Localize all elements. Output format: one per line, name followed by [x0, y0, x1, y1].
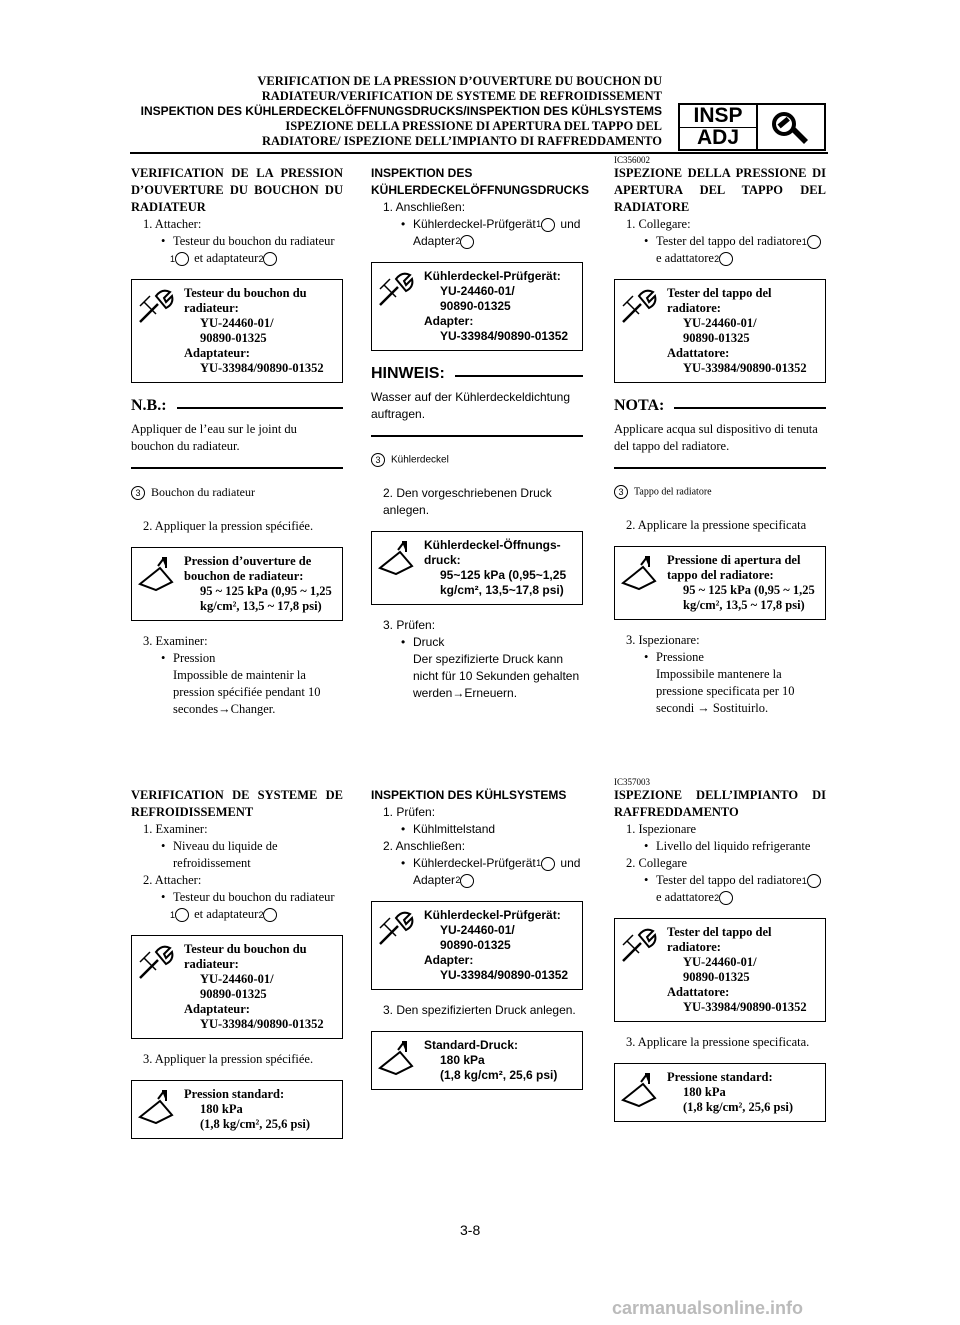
it-cooling-system-section: [614, 787, 826, 1134]
note-rule: [131, 467, 343, 469]
bullet: • Pressione: [614, 649, 826, 666]
spec-icon: [376, 538, 416, 578]
tool-text: Tester del tappo del: [667, 286, 772, 300]
callout-marker: 2: [719, 252, 733, 266]
spec-text: tappo del radiatore:: [667, 568, 774, 582]
fr-cooling-system-section: [131, 787, 343, 1151]
tool-text: Adapter:: [424, 953, 474, 967]
spec-box: [614, 1063, 826, 1122]
tool-text: 90890-01325: [683, 331, 750, 345]
page-number: 3-8: [460, 1222, 481, 1238]
section-title: ISPEZIONE DELLA PRESSIONE DI APERTURA DEL TAPPO DEL RADIATORE: [614, 166, 826, 214]
callout-marker: 1: [807, 235, 821, 249]
bullet: [614, 233, 826, 267]
spec-box: [371, 531, 583, 605]
bullet-text: Tester del tappo del radiatore: [656, 873, 802, 887]
callout-marker: 2: [460, 235, 474, 249]
bullet: • Druck: [371, 634, 583, 651]
callout-text: Bouchon du radiateur: [151, 485, 255, 499]
step: 3. Ispezionare:: [626, 633, 700, 647]
section-header: [100, 74, 662, 149]
step: 3. Examiner:: [143, 634, 208, 649]
callout-marker: 1: [807, 874, 821, 888]
callout-marker: 1: [175, 252, 189, 266]
spec-text: Kühlerdeckel-Öffnungs-: [424, 538, 561, 552]
spec-icon: [376, 1038, 416, 1078]
bullet-text: Adapter: [413, 234, 456, 248]
badge-adj: ADJ: [680, 127, 758, 149]
callout-marker: 1: [541, 218, 555, 232]
bullet-text: und: [560, 856, 581, 870]
note-body: Applicare acqua sul dispositivo di tenuta del tappo del radiatore.: [614, 422, 818, 453]
step: 2. Den vorgeschriebenen Druck anlegen.: [383, 486, 552, 517]
spec-text: 180 kPa: [200, 1102, 243, 1116]
spec-text: Pression d’ouverture de: [184, 554, 312, 569]
tool-text: Testeur du bouchon du: [184, 286, 307, 300]
note-heading: [131, 397, 343, 415]
note-label: HINWEIS:: [371, 365, 445, 382]
section-title: INSPEKTION DES KÜHLERDECKELÖFFNUNGSDRUCKS: [371, 166, 589, 197]
callout-text: Kühlerdeckel: [391, 454, 449, 466]
note-rule: [371, 435, 583, 437]
spec-icon: [619, 553, 659, 593]
spec-text: kg/cm², 13,5 ~ 17,8 psi): [683, 598, 805, 612]
spec-text: druck:: [424, 553, 461, 567]
step: 2. Anschließen:: [383, 839, 466, 853]
callout-text: Tappo del radiatore: [634, 486, 712, 498]
bullet: • Livello del liquido refrigerante: [614, 838, 826, 855]
tool-text: YU-24460-01/: [200, 316, 274, 330]
special-tool-box: [131, 279, 343, 383]
step: 3. Den spezifizierten Druck anlegen.: [383, 1003, 576, 1017]
special-tool-box: [614, 918, 826, 1022]
bullet-text: e adattatore: [656, 890, 714, 904]
tool-text: YU-24460-01/: [683, 955, 757, 969]
tool-text: YU-24460-01/: [200, 972, 274, 986]
bullet-text: Tester del tappo del radiatore: [656, 234, 802, 248]
step: 1. Anschließen:: [383, 200, 466, 214]
spec-icon: [619, 1070, 659, 1110]
spec-box: [131, 1080, 343, 1139]
callout-marker: 3: [614, 485, 628, 499]
bullet-text: Testeur du bouchon du radiateur: [173, 234, 335, 248]
tool-text: 90890-01325: [440, 299, 511, 313]
section-title: VERIFICATION DE SYSTEME DE REFROIDISSEMENT: [131, 788, 343, 819]
special-tool-box: [371, 901, 583, 990]
spec-text: bouchon de radiateur:: [184, 569, 304, 584]
step: 1. Prüfen:: [383, 805, 436, 819]
header-line: ISPEZIONE DELLA PRESSIONE DI APERTURA DEL TAPPO DEL: [285, 119, 662, 133]
bullet: • Pression: [131, 650, 343, 667]
section-title: INSPEKTION DES KÜHLSYSTEMS: [371, 788, 567, 802]
spec-text: Pressione di apertura del: [667, 553, 801, 567]
tool-icon: [376, 269, 416, 309]
tool-text: YU-33984/90890-01352: [200, 361, 324, 375]
callout-marker: 1: [175, 908, 189, 922]
spec-text: Pression standard:: [184, 1087, 285, 1101]
special-tool-box: [614, 279, 826, 383]
callout-marker: 1: [541, 857, 555, 871]
step: 1. Examiner:: [143, 822, 208, 836]
callout-legend: [131, 485, 343, 500]
bullet-text: Adapter: [413, 873, 456, 887]
step: 3. Applicare la pressione specificata.: [626, 1035, 810, 1049]
spec-text: (1,8 kg/cm², 25,6 psi): [440, 1068, 558, 1082]
sub-text: Der spezifizierte Druck kann nicht für 10 Sekunden gehalten werden→Erneuern.: [413, 652, 580, 700]
note-body: Appliquer de l’eau sur le joint du bouchon du radiateur.: [131, 422, 297, 453]
tool-text: radiatore:: [667, 301, 721, 315]
tool-text: Adaptateur:: [184, 1002, 250, 1016]
spec-text: 95 ~ 125 kPa (0,95 ~ 1,25: [200, 584, 332, 599]
section-code: IC357003: [614, 777, 650, 787]
tool-text: Kühlerdeckel-Prüfgerät:: [424, 908, 561, 922]
section-title: VERIFICATION DE LA PRESSION D’OUVERTURE DU BOUCHON DU RADIATEUR: [131, 166, 343, 214]
tool-text: radiateur:: [184, 301, 239, 315]
spec-box: [131, 547, 343, 621]
spec-box: [614, 546, 826, 620]
special-tool-box: [371, 262, 583, 351]
insp-adj-badge: [678, 103, 826, 151]
spec-icon: [136, 554, 176, 594]
step: 1. Attacher:: [143, 217, 202, 231]
step: 2. Applicare la pressione specificata: [626, 518, 807, 532]
note-heading: [371, 365, 583, 383]
note-rule: [614, 467, 826, 469]
it-radiator-cap-section: [614, 165, 826, 717]
callout-marker: 2: [719, 891, 733, 905]
step: 1. Collegare:: [626, 217, 691, 231]
step: 2. Attacher:: [143, 873, 202, 887]
watermark: carmanualsonline.info: [612, 1298, 804, 1318]
step: 1. Ispezionare: [626, 822, 697, 836]
step: 3. Appliquer la pression spécifiée.: [143, 1052, 314, 1066]
callout-marker: 2: [460, 874, 474, 888]
bullet-text: Kühlerdeckel-Prüfgerät: [413, 856, 536, 870]
header-line: RADIATEUR/VERIFICATION DE SYSTEME DE REFROIDISSEMENT: [261, 89, 662, 103]
tool-icon: [619, 925, 659, 965]
wrench-icon: [768, 110, 812, 146]
callout-legend: [371, 453, 583, 467]
tool-text: Adaptateur:: [184, 346, 250, 360]
spec-icon: [136, 1087, 176, 1127]
bullet-text: et adaptateur: [194, 907, 259, 921]
tool-text: YU-33984/90890-01352: [440, 329, 569, 343]
sub-text: Impossibile mantenere la pressione specificata per 10 secondi → Sostituirlo.: [656, 667, 795, 715]
de-cooling-system-section: [371, 787, 583, 1102]
sub-text: Impossible de maintenir la pression spécifiée pendant 10 secondes→Changer.: [173, 668, 321, 717]
note-label: N.B.:: [131, 397, 167, 414]
section-code: IC356002: [614, 155, 650, 165]
tool-text: YU-33984/90890-01352: [200, 1017, 324, 1031]
callout-marker: 3: [131, 486, 145, 500]
callout-marker: 2: [263, 252, 277, 266]
spec-box: [371, 1031, 583, 1090]
bullet-text: und: [560, 217, 581, 231]
tool-text: Tester del tappo del: [667, 925, 772, 939]
header-line: RADIATORE/ ISPEZIONE DELL’IMPIANTO DI RAFFREDDAMENTO: [261, 134, 662, 148]
de-radiator-cap-section: [371, 165, 589, 702]
header-line: VERIFICATION DE LA PRESSION D’OUVERTURE DU BOUCHON DU: [257, 74, 662, 88]
spec-text: Pressione standard:: [667, 1070, 773, 1084]
step: 2. Appliquer la pression spécifiée.: [143, 519, 314, 534]
callout-marker: 3: [371, 453, 385, 467]
tool-icon: [376, 908, 416, 948]
tool-text: YU-33984/90890-01352: [683, 1000, 807, 1014]
spec-text: kg/cm², 13,5 ~ 17,8 psi): [200, 599, 322, 614]
tool-icon: [136, 942, 176, 982]
bullet-text: Kühlerdeckel-Prüfgerät: [413, 217, 536, 231]
tool-text: YU-24460-01/: [683, 316, 757, 330]
fr-radiator-cap-section: [131, 165, 343, 718]
spec-text: 180 kPa: [683, 1085, 726, 1099]
tool-icon: [136, 286, 176, 326]
spec-text: 95~125 kPa (0,95~1,25: [440, 568, 567, 582]
bullet: [614, 872, 826, 906]
spec-text: 180 kPa: [440, 1053, 485, 1067]
tool-text: 90890-01325: [200, 331, 267, 345]
tool-text: YU-24460-01/: [440, 923, 515, 937]
bullet: • Niveau du liquide de refroidissement: [131, 838, 343, 872]
bullet: • Kühlmittelstand: [371, 821, 583, 838]
badge-insp: INSP: [680, 105, 758, 128]
bullet: [131, 889, 343, 923]
spec-text: (1,8 kg/cm², 25,6 psi): [683, 1100, 793, 1114]
tool-text: Adattatore:: [667, 346, 730, 360]
tool-icon: [619, 286, 659, 326]
tool-text: 90890-01325: [440, 938, 511, 952]
step: 3. Prüfen:: [383, 618, 436, 632]
special-tool-box: [131, 935, 343, 1039]
step: 2. Collegare: [626, 856, 688, 870]
spec-text: Standard-Druck:: [424, 1038, 519, 1052]
tool-text: Adattatore:: [667, 985, 730, 999]
tool-text: 90890-01325: [683, 970, 750, 984]
note-body: Wasser auf der Kühlerdeckeldichtung auftragen.: [371, 390, 570, 421]
tool-text: YU-33984/90890-01352: [683, 361, 807, 375]
callout-marker: 2: [263, 908, 277, 922]
bullet: [371, 855, 583, 889]
header-rule: [130, 152, 828, 154]
tool-text: YU-33984/90890-01352: [440, 968, 569, 982]
bullet-text: e adattatore: [656, 251, 714, 265]
bullet: [131, 233, 343, 267]
tool-text: radiatore:: [667, 940, 721, 954]
section-title: ISPEZIONE DELL’IMPIANTO DI RAFFREDDAMENTO: [614, 788, 826, 819]
callout-legend: [614, 485, 826, 499]
tool-text: Testeur du bouchon du: [184, 942, 307, 956]
bullet-text: et adaptateur: [194, 251, 259, 265]
tool-text: YU-24460-01/: [440, 284, 515, 298]
tool-text: Adapter:: [424, 314, 474, 328]
note-label: NOTA:: [614, 397, 665, 414]
tool-text: radiateur:: [184, 957, 239, 971]
note-heading: [614, 397, 826, 415]
spec-text: kg/cm², 13,5~17,8 psi): [440, 583, 564, 597]
bullet-text: Testeur du bouchon du radiateur: [173, 890, 335, 904]
header-line: INSPEKTION DES KÜHLERDECKELÖFFNUNGSDRUCKS/INSPEKTION DES KÜHLSYSTEMS: [140, 104, 662, 118]
spec-text: 95 ~ 125 kPa (0,95 ~ 1,25: [683, 583, 815, 597]
spec-text: (1,8 kg/cm², 25,6 psi): [200, 1117, 310, 1131]
bullet: [371, 216, 583, 250]
tool-text: Kühlerdeckel-Prüfgerät:: [424, 269, 561, 283]
tool-text: 90890-01325: [200, 987, 267, 1001]
